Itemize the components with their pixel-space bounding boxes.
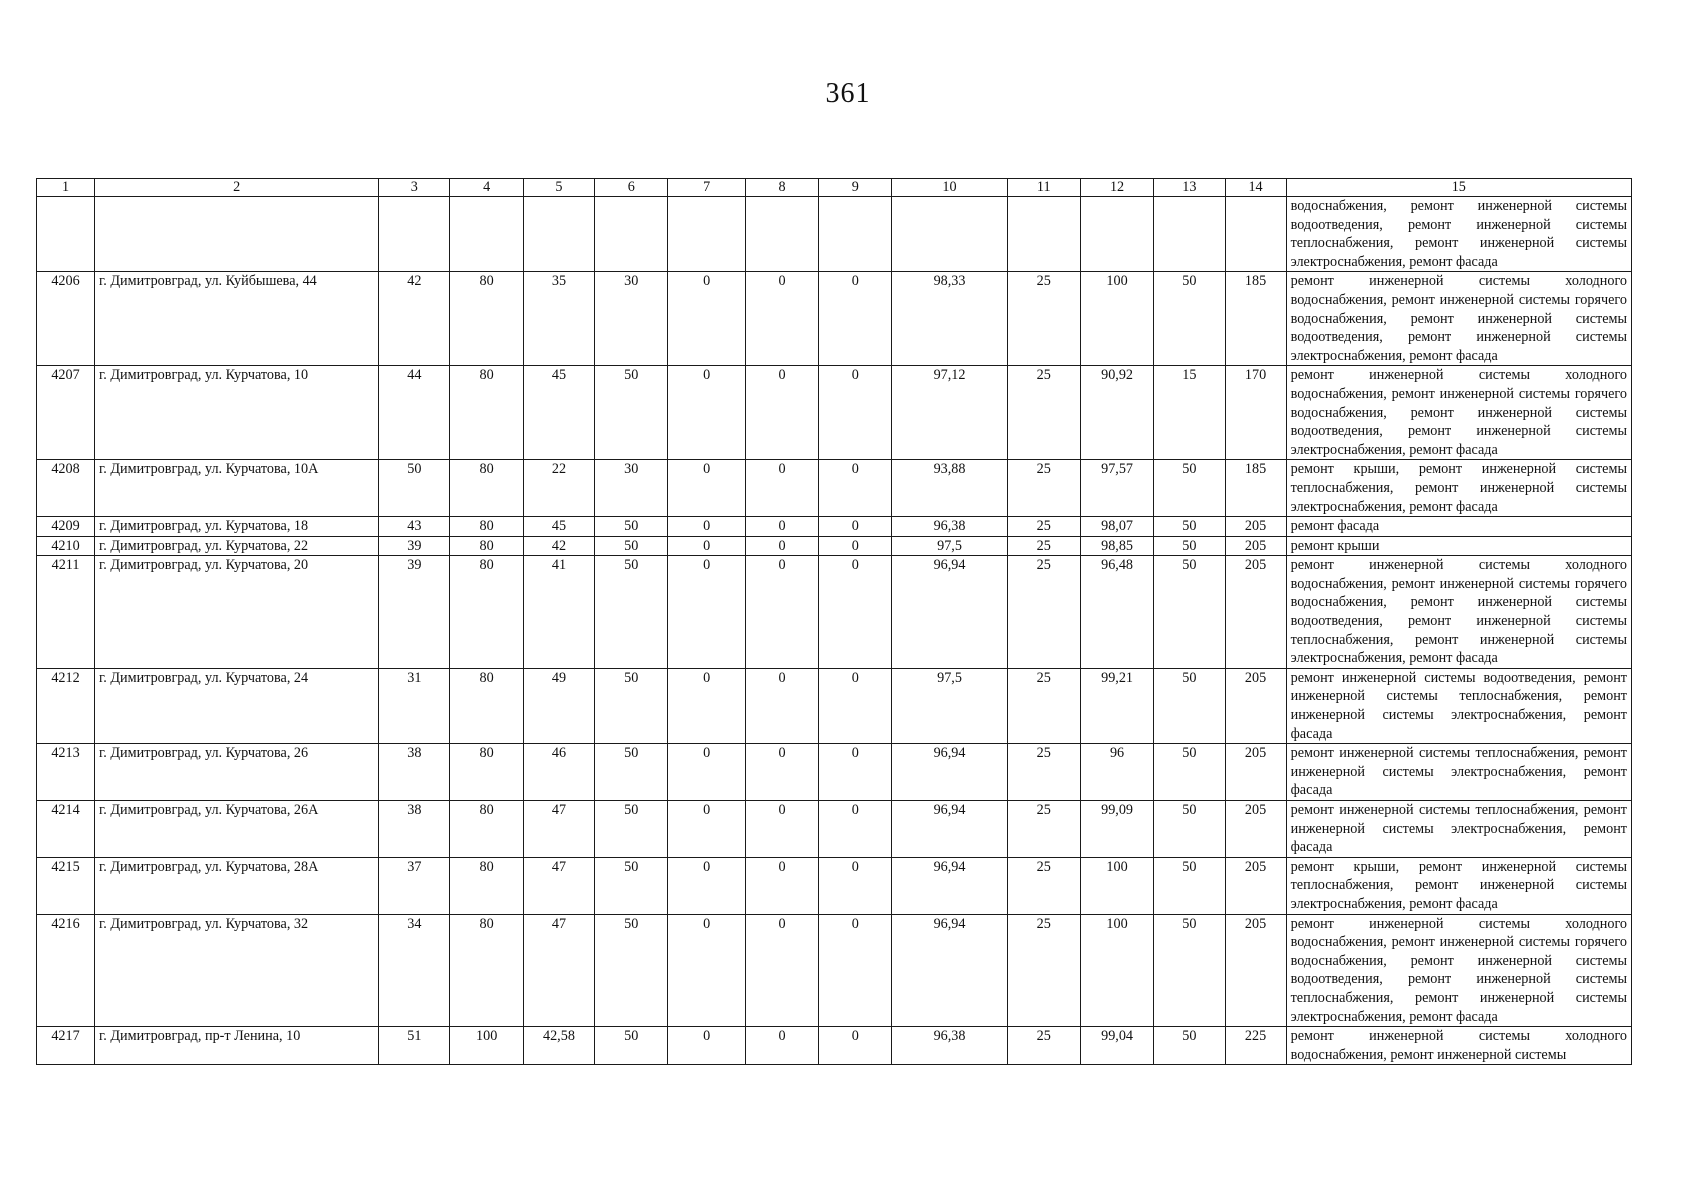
address-cell: г. Димитровград, ул. Курчатова, 26 bbox=[95, 744, 379, 801]
value-cell: 170 bbox=[1225, 366, 1286, 460]
value-cell: 0 bbox=[819, 556, 892, 669]
value-cell: 100 bbox=[450, 1027, 523, 1065]
value-cell: 0 bbox=[745, 517, 818, 537]
value-cell bbox=[819, 197, 892, 272]
value-cell: 38 bbox=[379, 801, 450, 858]
value-cell: 0 bbox=[668, 668, 745, 743]
value-cell: 50 bbox=[595, 366, 668, 460]
address-cell: г. Димитровград, ул. Курчатова, 24 bbox=[95, 668, 379, 743]
table-row bbox=[37, 801, 1632, 858]
value-cell bbox=[1080, 197, 1153, 272]
value-cell: 90,92 bbox=[1080, 366, 1153, 460]
value-cell: 30 bbox=[595, 460, 668, 517]
table-row bbox=[37, 197, 1632, 272]
value-cell: 25 bbox=[1007, 556, 1080, 669]
address-cell: г. Димитровград, ул. Курчатова, 32 bbox=[95, 914, 379, 1027]
value-cell: 99,04 bbox=[1080, 1027, 1153, 1065]
column-number-header-row bbox=[37, 179, 1632, 197]
value-cell: 80 bbox=[450, 536, 523, 556]
address-cell: г. Димитровград, ул. Курчатова, 22 bbox=[95, 536, 379, 556]
value-cell: 0 bbox=[745, 556, 818, 669]
value-cell: 0 bbox=[819, 668, 892, 743]
address-cell: г. Димитровград, ул. Курчатова, 10 bbox=[95, 366, 379, 460]
value-cell: 0 bbox=[745, 366, 818, 460]
value-cell: 0 bbox=[668, 801, 745, 858]
column-header: 2 bbox=[95, 179, 379, 197]
value-cell bbox=[892, 197, 1007, 272]
value-cell bbox=[1007, 197, 1080, 272]
value-cell: 0 bbox=[819, 857, 892, 914]
value-cell: 35 bbox=[523, 272, 594, 366]
table-row bbox=[37, 556, 1632, 669]
table-row bbox=[37, 460, 1632, 517]
value-cell: 51 bbox=[379, 1027, 450, 1065]
value-cell: 225 bbox=[1225, 1027, 1286, 1065]
value-cell: 98,33 bbox=[892, 272, 1007, 366]
value-cell: 50 bbox=[1154, 1027, 1225, 1065]
row-number-cell: 4207 bbox=[37, 366, 95, 460]
value-cell: 0 bbox=[819, 272, 892, 366]
value-cell: 50 bbox=[595, 517, 668, 537]
column-header: 12 bbox=[1080, 179, 1153, 197]
works-cell: ремонт крыши, ремонт инженерной системы теплоснабжения, ремонт инженерной системы электроснабжения, ремонт фасада bbox=[1286, 857, 1631, 914]
value-cell: 45 bbox=[523, 517, 594, 537]
works-cell: ремонт инженерной системы холодного водоснабжения, ремонт инженерной системы горячего водоснабжения, ремонт инженерной системы водоотведения, ремонт инженерной системы теплоснабжения, ремонт инженерной системы электроснабжения, ремонт фасада bbox=[1286, 556, 1631, 669]
value-cell: 80 bbox=[450, 460, 523, 517]
value-cell: 99,21 bbox=[1080, 668, 1153, 743]
value-cell: 96,38 bbox=[892, 1027, 1007, 1065]
table-row bbox=[37, 366, 1632, 460]
address-cell: г. Димитровград, ул. Курчатова, 28А bbox=[95, 857, 379, 914]
table-row bbox=[37, 517, 1632, 537]
value-cell: 50 bbox=[1154, 857, 1225, 914]
value-cell: 0 bbox=[668, 914, 745, 1027]
column-header: 8 bbox=[745, 179, 818, 197]
works-cell: ремонт фасада bbox=[1286, 517, 1631, 537]
column-header: 7 bbox=[668, 179, 745, 197]
value-cell: 0 bbox=[819, 744, 892, 801]
value-cell: 0 bbox=[668, 556, 745, 669]
value-cell: 47 bbox=[523, 857, 594, 914]
value-cell bbox=[379, 197, 450, 272]
value-cell: 96,94 bbox=[892, 801, 1007, 858]
table-row bbox=[37, 857, 1632, 914]
value-cell: 0 bbox=[668, 460, 745, 517]
value-cell: 25 bbox=[1007, 272, 1080, 366]
row-number-cell: 4217 bbox=[37, 1027, 95, 1065]
value-cell: 0 bbox=[745, 1027, 818, 1065]
value-cell: 50 bbox=[595, 744, 668, 801]
address-cell: г. Димитровград, ул. Курчатова, 20 bbox=[95, 556, 379, 669]
row-number-cell: 4212 bbox=[37, 668, 95, 743]
value-cell bbox=[523, 197, 594, 272]
value-cell: 205 bbox=[1225, 801, 1286, 858]
works-cell: ремонт инженерной системы холодного водоснабжения, ремонт инженерной системы горячего водоснабжения, ремонт инженерной системы водоотведения, ремонт инженерной системы электроснабжения, ремонт фасада bbox=[1286, 272, 1631, 366]
table-row bbox=[37, 1027, 1632, 1065]
works-cell: ремонт инженерной системы теплоснабжения, ремонт инженерной системы электроснабжения, ремонт фасада bbox=[1286, 744, 1631, 801]
table-row bbox=[37, 536, 1632, 556]
value-cell: 25 bbox=[1007, 366, 1080, 460]
value-cell bbox=[450, 197, 523, 272]
value-cell: 80 bbox=[450, 366, 523, 460]
address-cell: г. Димитровград, ул. Курчатова, 18 bbox=[95, 517, 379, 537]
works-cell: ремонт крыши, ремонт инженерной системы теплоснабжения, ремонт инженерной системы электроснабжения, ремонт фасада bbox=[1286, 460, 1631, 517]
value-cell: 80 bbox=[450, 914, 523, 1027]
value-cell: 50 bbox=[1154, 801, 1225, 858]
value-cell: 50 bbox=[1154, 556, 1225, 669]
value-cell: 205 bbox=[1225, 914, 1286, 1027]
value-cell: 0 bbox=[745, 857, 818, 914]
works-cell: ремонт инженерной системы холодного водоснабжения, ремонт инженерной системы bbox=[1286, 1027, 1631, 1065]
value-cell: 22 bbox=[523, 460, 594, 517]
address-cell: г. Димитровград, ул. Курчатова, 10А bbox=[95, 460, 379, 517]
value-cell: 96,94 bbox=[892, 744, 1007, 801]
column-header: 4 bbox=[450, 179, 523, 197]
value-cell: 15 bbox=[1154, 366, 1225, 460]
value-cell: 50 bbox=[595, 914, 668, 1027]
value-cell: 39 bbox=[379, 556, 450, 669]
value-cell: 25 bbox=[1007, 668, 1080, 743]
value-cell: 50 bbox=[1154, 744, 1225, 801]
value-cell: 50 bbox=[1154, 536, 1225, 556]
value-cell bbox=[1225, 197, 1286, 272]
column-header: 13 bbox=[1154, 179, 1225, 197]
value-cell: 46 bbox=[523, 744, 594, 801]
table-row bbox=[37, 914, 1632, 1027]
value-cell: 34 bbox=[379, 914, 450, 1027]
value-cell: 50 bbox=[1154, 460, 1225, 517]
value-cell: 25 bbox=[1007, 460, 1080, 517]
row-number-cell: 4209 bbox=[37, 517, 95, 537]
value-cell: 49 bbox=[523, 668, 594, 743]
value-cell: 80 bbox=[450, 801, 523, 858]
value-cell: 50 bbox=[1154, 272, 1225, 366]
repair-register-table bbox=[36, 178, 1632, 1065]
works-cell: ремонт инженерной системы холодного водоснабжения, ремонт инженерной системы горячего водоснабжения, ремонт инженерной системы водоотведения, ремонт инженерной системы теплоснабжения, ремонт инженерной системы электроснабжения, ремонт фасада bbox=[1286, 914, 1631, 1027]
value-cell: 43 bbox=[379, 517, 450, 537]
address-cell: г. Димитровград, ул. Курчатова, 26А bbox=[95, 801, 379, 858]
value-cell: 0 bbox=[819, 536, 892, 556]
value-cell: 25 bbox=[1007, 536, 1080, 556]
value-cell: 50 bbox=[595, 857, 668, 914]
value-cell: 0 bbox=[819, 914, 892, 1027]
value-cell: 97,5 bbox=[892, 668, 1007, 743]
column-header: 14 bbox=[1225, 179, 1286, 197]
value-cell: 99,09 bbox=[1080, 801, 1153, 858]
column-header: 6 bbox=[595, 179, 668, 197]
value-cell: 25 bbox=[1007, 801, 1080, 858]
row-number-cell: 4206 bbox=[37, 272, 95, 366]
value-cell: 0 bbox=[745, 668, 818, 743]
value-cell: 47 bbox=[523, 914, 594, 1027]
row-number-cell: 4211 bbox=[37, 556, 95, 669]
value-cell: 80 bbox=[450, 857, 523, 914]
value-cell: 205 bbox=[1225, 536, 1286, 556]
value-cell bbox=[595, 197, 668, 272]
value-cell: 25 bbox=[1007, 857, 1080, 914]
column-header: 10 bbox=[892, 179, 1007, 197]
value-cell: 0 bbox=[819, 1027, 892, 1065]
value-cell: 0 bbox=[819, 460, 892, 517]
value-cell: 80 bbox=[450, 556, 523, 669]
row-number-cell: 4213 bbox=[37, 744, 95, 801]
value-cell: 25 bbox=[1007, 517, 1080, 537]
value-cell bbox=[1154, 197, 1225, 272]
value-cell: 0 bbox=[745, 801, 818, 858]
value-cell: 50 bbox=[595, 1027, 668, 1065]
value-cell: 50 bbox=[595, 536, 668, 556]
value-cell: 0 bbox=[819, 801, 892, 858]
value-cell: 0 bbox=[745, 460, 818, 517]
value-cell: 0 bbox=[745, 744, 818, 801]
value-cell: 38 bbox=[379, 744, 450, 801]
value-cell: 97,57 bbox=[1080, 460, 1153, 517]
column-header: 5 bbox=[523, 179, 594, 197]
value-cell: 50 bbox=[1154, 668, 1225, 743]
value-cell: 96,48 bbox=[1080, 556, 1153, 669]
column-header: 9 bbox=[819, 179, 892, 197]
value-cell: 96,38 bbox=[892, 517, 1007, 537]
value-cell: 0 bbox=[668, 517, 745, 537]
value-cell: 205 bbox=[1225, 517, 1286, 537]
address-cell: г. Димитровград, пр-т Ленина, 10 bbox=[95, 1027, 379, 1065]
value-cell: 96,94 bbox=[892, 556, 1007, 669]
value-cell: 0 bbox=[745, 536, 818, 556]
value-cell: 39 bbox=[379, 536, 450, 556]
value-cell: 96 bbox=[1080, 744, 1153, 801]
works-cell: ремонт инженерной системы водоотведения, ремонт инженерной системы теплоснабжения, ремонт инженерной системы электроснабжения, ремонт фасада bbox=[1286, 668, 1631, 743]
works-cell: водоснабжения, ремонт инженерной системы водоотведения, ремонт инженерной системы теплоснабжения, ремонт инженерной системы электроснабжения, ремонт фасада bbox=[1286, 197, 1631, 272]
value-cell: 37 bbox=[379, 857, 450, 914]
value-cell: 97,12 bbox=[892, 366, 1007, 460]
value-cell: 0 bbox=[819, 366, 892, 460]
value-cell: 42 bbox=[379, 272, 450, 366]
value-cell: 96,94 bbox=[892, 857, 1007, 914]
value-cell: 80 bbox=[450, 272, 523, 366]
column-header: 3 bbox=[379, 179, 450, 197]
value-cell: 0 bbox=[745, 272, 818, 366]
column-header: 1 bbox=[37, 179, 95, 197]
row-number-cell: 4216 bbox=[37, 914, 95, 1027]
value-cell: 100 bbox=[1080, 914, 1153, 1027]
value-cell: 0 bbox=[745, 914, 818, 1027]
row-number-cell: 4210 bbox=[37, 536, 95, 556]
page-number: 361 bbox=[825, 78, 871, 109]
column-header: 15 bbox=[1286, 179, 1631, 197]
value-cell: 42 bbox=[523, 536, 594, 556]
value-cell: 205 bbox=[1225, 556, 1286, 669]
value-cell: 0 bbox=[668, 272, 745, 366]
value-cell: 50 bbox=[1154, 914, 1225, 1027]
address-cell: г. Димитровград, ул. Куйбышева, 44 bbox=[95, 272, 379, 366]
value-cell: 44 bbox=[379, 366, 450, 460]
works-cell: ремонт крыши bbox=[1286, 536, 1631, 556]
table-row bbox=[37, 668, 1632, 743]
value-cell: 25 bbox=[1007, 914, 1080, 1027]
value-cell: 0 bbox=[668, 366, 745, 460]
value-cell: 25 bbox=[1007, 744, 1080, 801]
value-cell: 96,94 bbox=[892, 914, 1007, 1027]
value-cell: 45 bbox=[523, 366, 594, 460]
value-cell: 205 bbox=[1225, 857, 1286, 914]
column-header: 11 bbox=[1007, 179, 1080, 197]
table-row bbox=[37, 272, 1632, 366]
value-cell: 0 bbox=[668, 1027, 745, 1065]
value-cell: 185 bbox=[1225, 272, 1286, 366]
address-cell bbox=[95, 197, 379, 272]
value-cell: 0 bbox=[668, 857, 745, 914]
row-number-cell: 4214 bbox=[37, 801, 95, 858]
works-cell: ремонт инженерной системы теплоснабжения, ремонт инженерной системы электроснабжения, ремонт фасада bbox=[1286, 801, 1631, 858]
value-cell: 100 bbox=[1080, 272, 1153, 366]
value-cell: 100 bbox=[1080, 857, 1153, 914]
value-cell: 50 bbox=[379, 460, 450, 517]
value-cell: 0 bbox=[668, 744, 745, 801]
value-cell: 205 bbox=[1225, 744, 1286, 801]
value-cell: 80 bbox=[450, 668, 523, 743]
value-cell bbox=[745, 197, 818, 272]
value-cell: 30 bbox=[595, 272, 668, 366]
row-number-cell: 4215 bbox=[37, 857, 95, 914]
value-cell bbox=[668, 197, 745, 272]
value-cell: 0 bbox=[819, 517, 892, 537]
works-cell: ремонт инженерной системы холодного водоснабжения, ремонт инженерной системы горячего водоснабжения, ремонт инженерной системы водоотведения, ремонт инженерной системы электроснабжения, ремонт фасада bbox=[1286, 366, 1631, 460]
value-cell: 47 bbox=[523, 801, 594, 858]
value-cell: 42,58 bbox=[523, 1027, 594, 1065]
value-cell: 205 bbox=[1225, 668, 1286, 743]
value-cell: 98,85 bbox=[1080, 536, 1153, 556]
value-cell: 50 bbox=[595, 801, 668, 858]
value-cell: 50 bbox=[595, 556, 668, 669]
row-number-cell bbox=[37, 197, 95, 272]
value-cell: 97,5 bbox=[892, 536, 1007, 556]
value-cell: 31 bbox=[379, 668, 450, 743]
value-cell: 80 bbox=[450, 744, 523, 801]
value-cell: 93,88 bbox=[892, 460, 1007, 517]
value-cell: 98,07 bbox=[1080, 517, 1153, 537]
table-row bbox=[37, 744, 1632, 801]
value-cell: 50 bbox=[1154, 517, 1225, 537]
value-cell: 41 bbox=[523, 556, 594, 669]
value-cell: 50 bbox=[595, 668, 668, 743]
row-number-cell: 4208 bbox=[37, 460, 95, 517]
value-cell: 80 bbox=[450, 517, 523, 537]
value-cell: 0 bbox=[668, 536, 745, 556]
register-body bbox=[37, 197, 1632, 1065]
value-cell: 25 bbox=[1007, 1027, 1080, 1065]
value-cell: 185 bbox=[1225, 460, 1286, 517]
